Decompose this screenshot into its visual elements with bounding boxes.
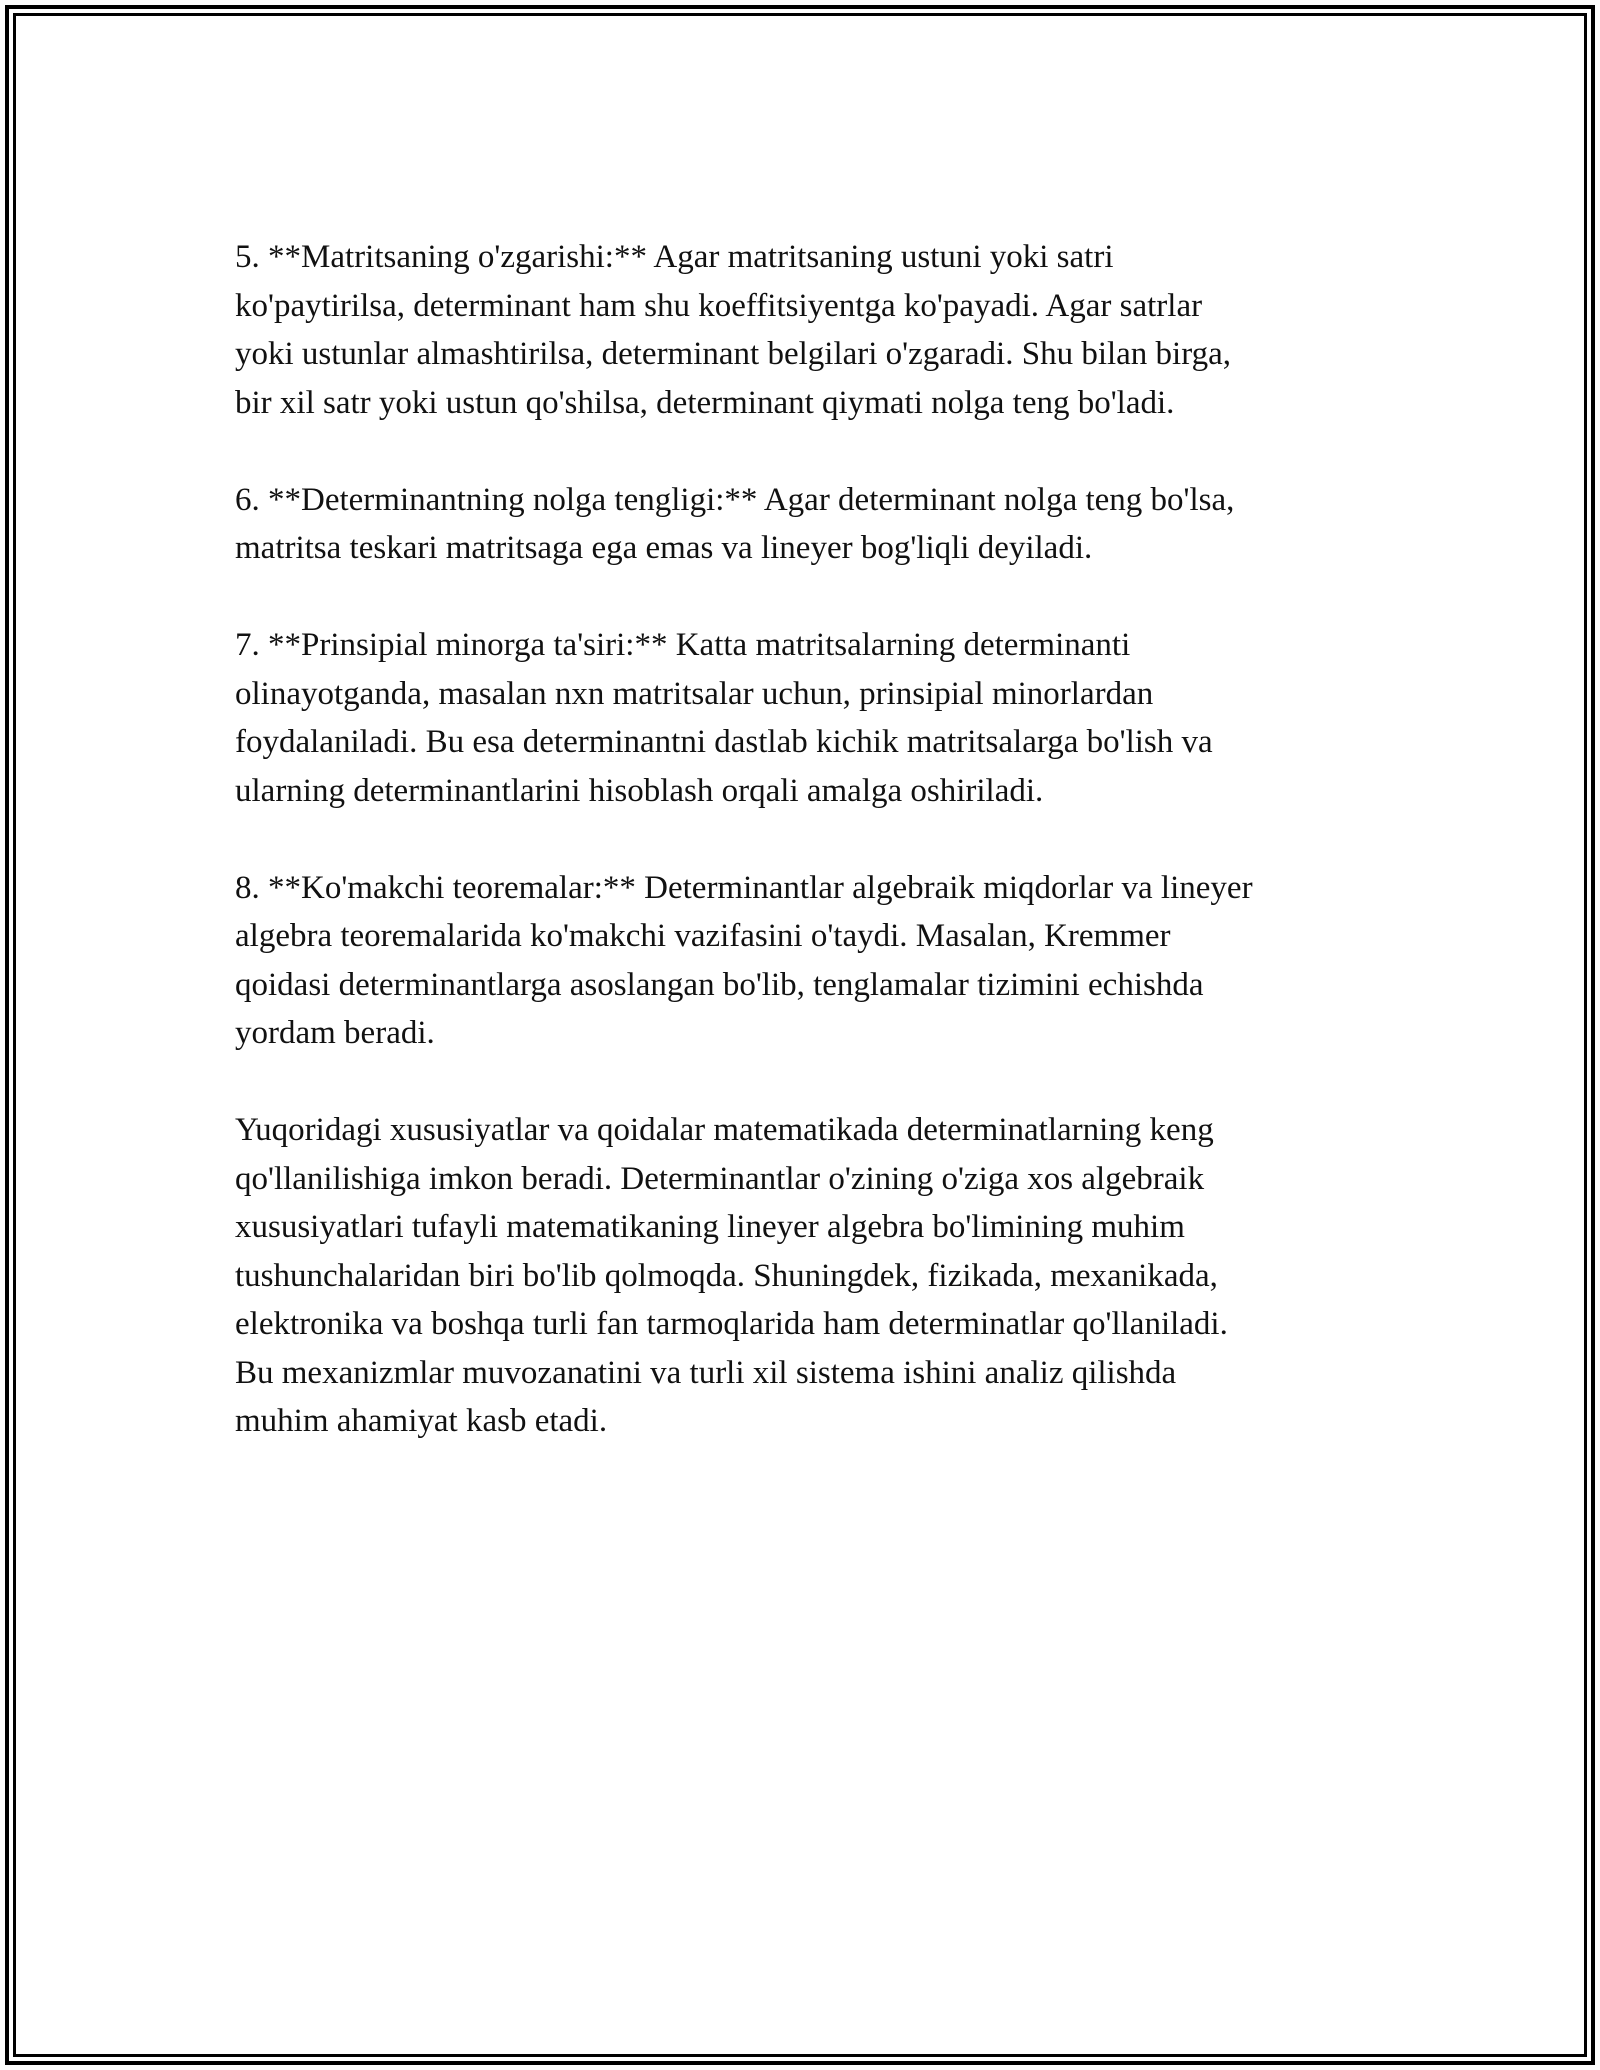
paragraph-item-7: 7. **Prinsipial minorga ta'siri:** Katta matritsalarning determinanti olinayotganda, masalan nxn matritsalar uchun, prinsipial minorlardan foydalaniladi. Bu esa determinantni dastlab kichik matritsalarga bo'lish va ularning determinantlarini hisoblash orqali amalga oshiriladi. (235, 627, 1213, 809)
paragraph-item-6: 6. **Determinantning nolga tengligi:** Agar determinant nolga teng bo'lsa, matritsa teskari matritsaga ega emas va lineyer bog'liqli deyiladi. (235, 481, 1235, 566)
paragraph-item-8: 8. **Ko'makchi teoremalar:** Determinantlar algebraik miqdorlar va lineyer algebra teoremalarida ko'makchi vazifasini o'taydi. Masalan, Kremmer qoidasi determinantlarga asoslangan bo'lib, tenglamalar tizimini echishda yordam beradi. (235, 869, 1253, 1051)
paragraph-conclusion: Yuqoridagi xususiyatlar va qoidalar matematikada determinatlarning keng qo'llanilishiga imkon beradi. Determinantlar o'zining o'ziga xos algebraik xususiyatlari tufayli matematikaning lineyer algebra bo'limining muhim tushunchalaridan biri bo'lib qolmoqda. Shuningdek, fizikada, mexanikada, elektronika va boshqa turli fan tarmoqlarida ham determinatlar qo'llaniladi. Bu mexanizmlar muvozanatini va turli xil sistema ishini analiz qilishda muhim ahamiyat kasb etadi. (235, 1112, 1228, 1439)
paragraph-item-5: 5. **Matritsaning o'zgarishi:** Agar matritsaning ustuni yoki satri ko'paytirilsa, determinant ham shu koeffitsiyentga ko'payadi. Agar satrlar yoki ustunlar almashtirilsa, determinant belgilari o'zgaradi. Shu bilan birga, bir xil satr yoki ustun qo'shilsa, determinant qiymati nolga teng bo'ladi. (235, 239, 1232, 421)
document-body (235, 233, 1375, 1494)
